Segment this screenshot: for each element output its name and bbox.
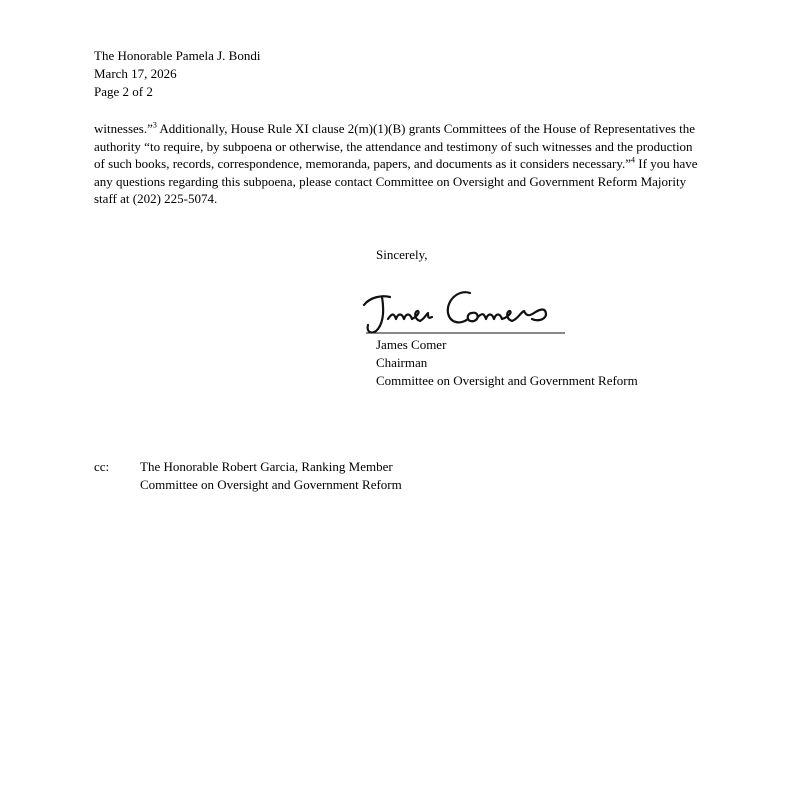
body-text-part-3: If you have any questions regarding this subpoena, please contact Committee on Oversight and Government Reform Majority staff at (202) 225-5074. (94, 156, 698, 206)
cc-recipient (140, 458, 402, 494)
cc-recipient-committee: Committee on Oversight and Government Reform (140, 477, 402, 492)
body-text-part-1: witnesses.” (94, 121, 153, 136)
signer-name: James Comer (376, 337, 447, 352)
closing-salutation: Sincerely, (376, 247, 428, 262)
letter-header (94, 47, 260, 101)
footnote-ref-4: 4 (631, 155, 636, 165)
page-number: Page 2 of 2 (94, 84, 153, 99)
letter-date: March 17, 2026 (94, 66, 177, 81)
handwritten-signature (360, 285, 570, 337)
addressee-name: The Honorable Pamela J. Bondi (94, 48, 261, 63)
cc-label: cc: (94, 459, 110, 474)
cc-recipient-name: The Honorable Robert Garcia, Ranking Member (140, 459, 393, 474)
signer-committee: Committee on Oversight and Government Reform (376, 373, 638, 388)
footnote-ref-3: 3 (152, 120, 157, 130)
body-text-part-2: Additionally, House Rule XI clause 2(m)(1)(B) grants Committees of the House of Representatives the authority “to require, by subpoena or otherwise, the attendance and testimony of such witnesses and the production of such books, records, correspondence, memoranda, papers, and documents as it considers necessary.” (94, 121, 696, 171)
body-paragraph (94, 120, 704, 208)
signer-title: Chairman (376, 355, 428, 370)
signature-block (376, 336, 638, 390)
